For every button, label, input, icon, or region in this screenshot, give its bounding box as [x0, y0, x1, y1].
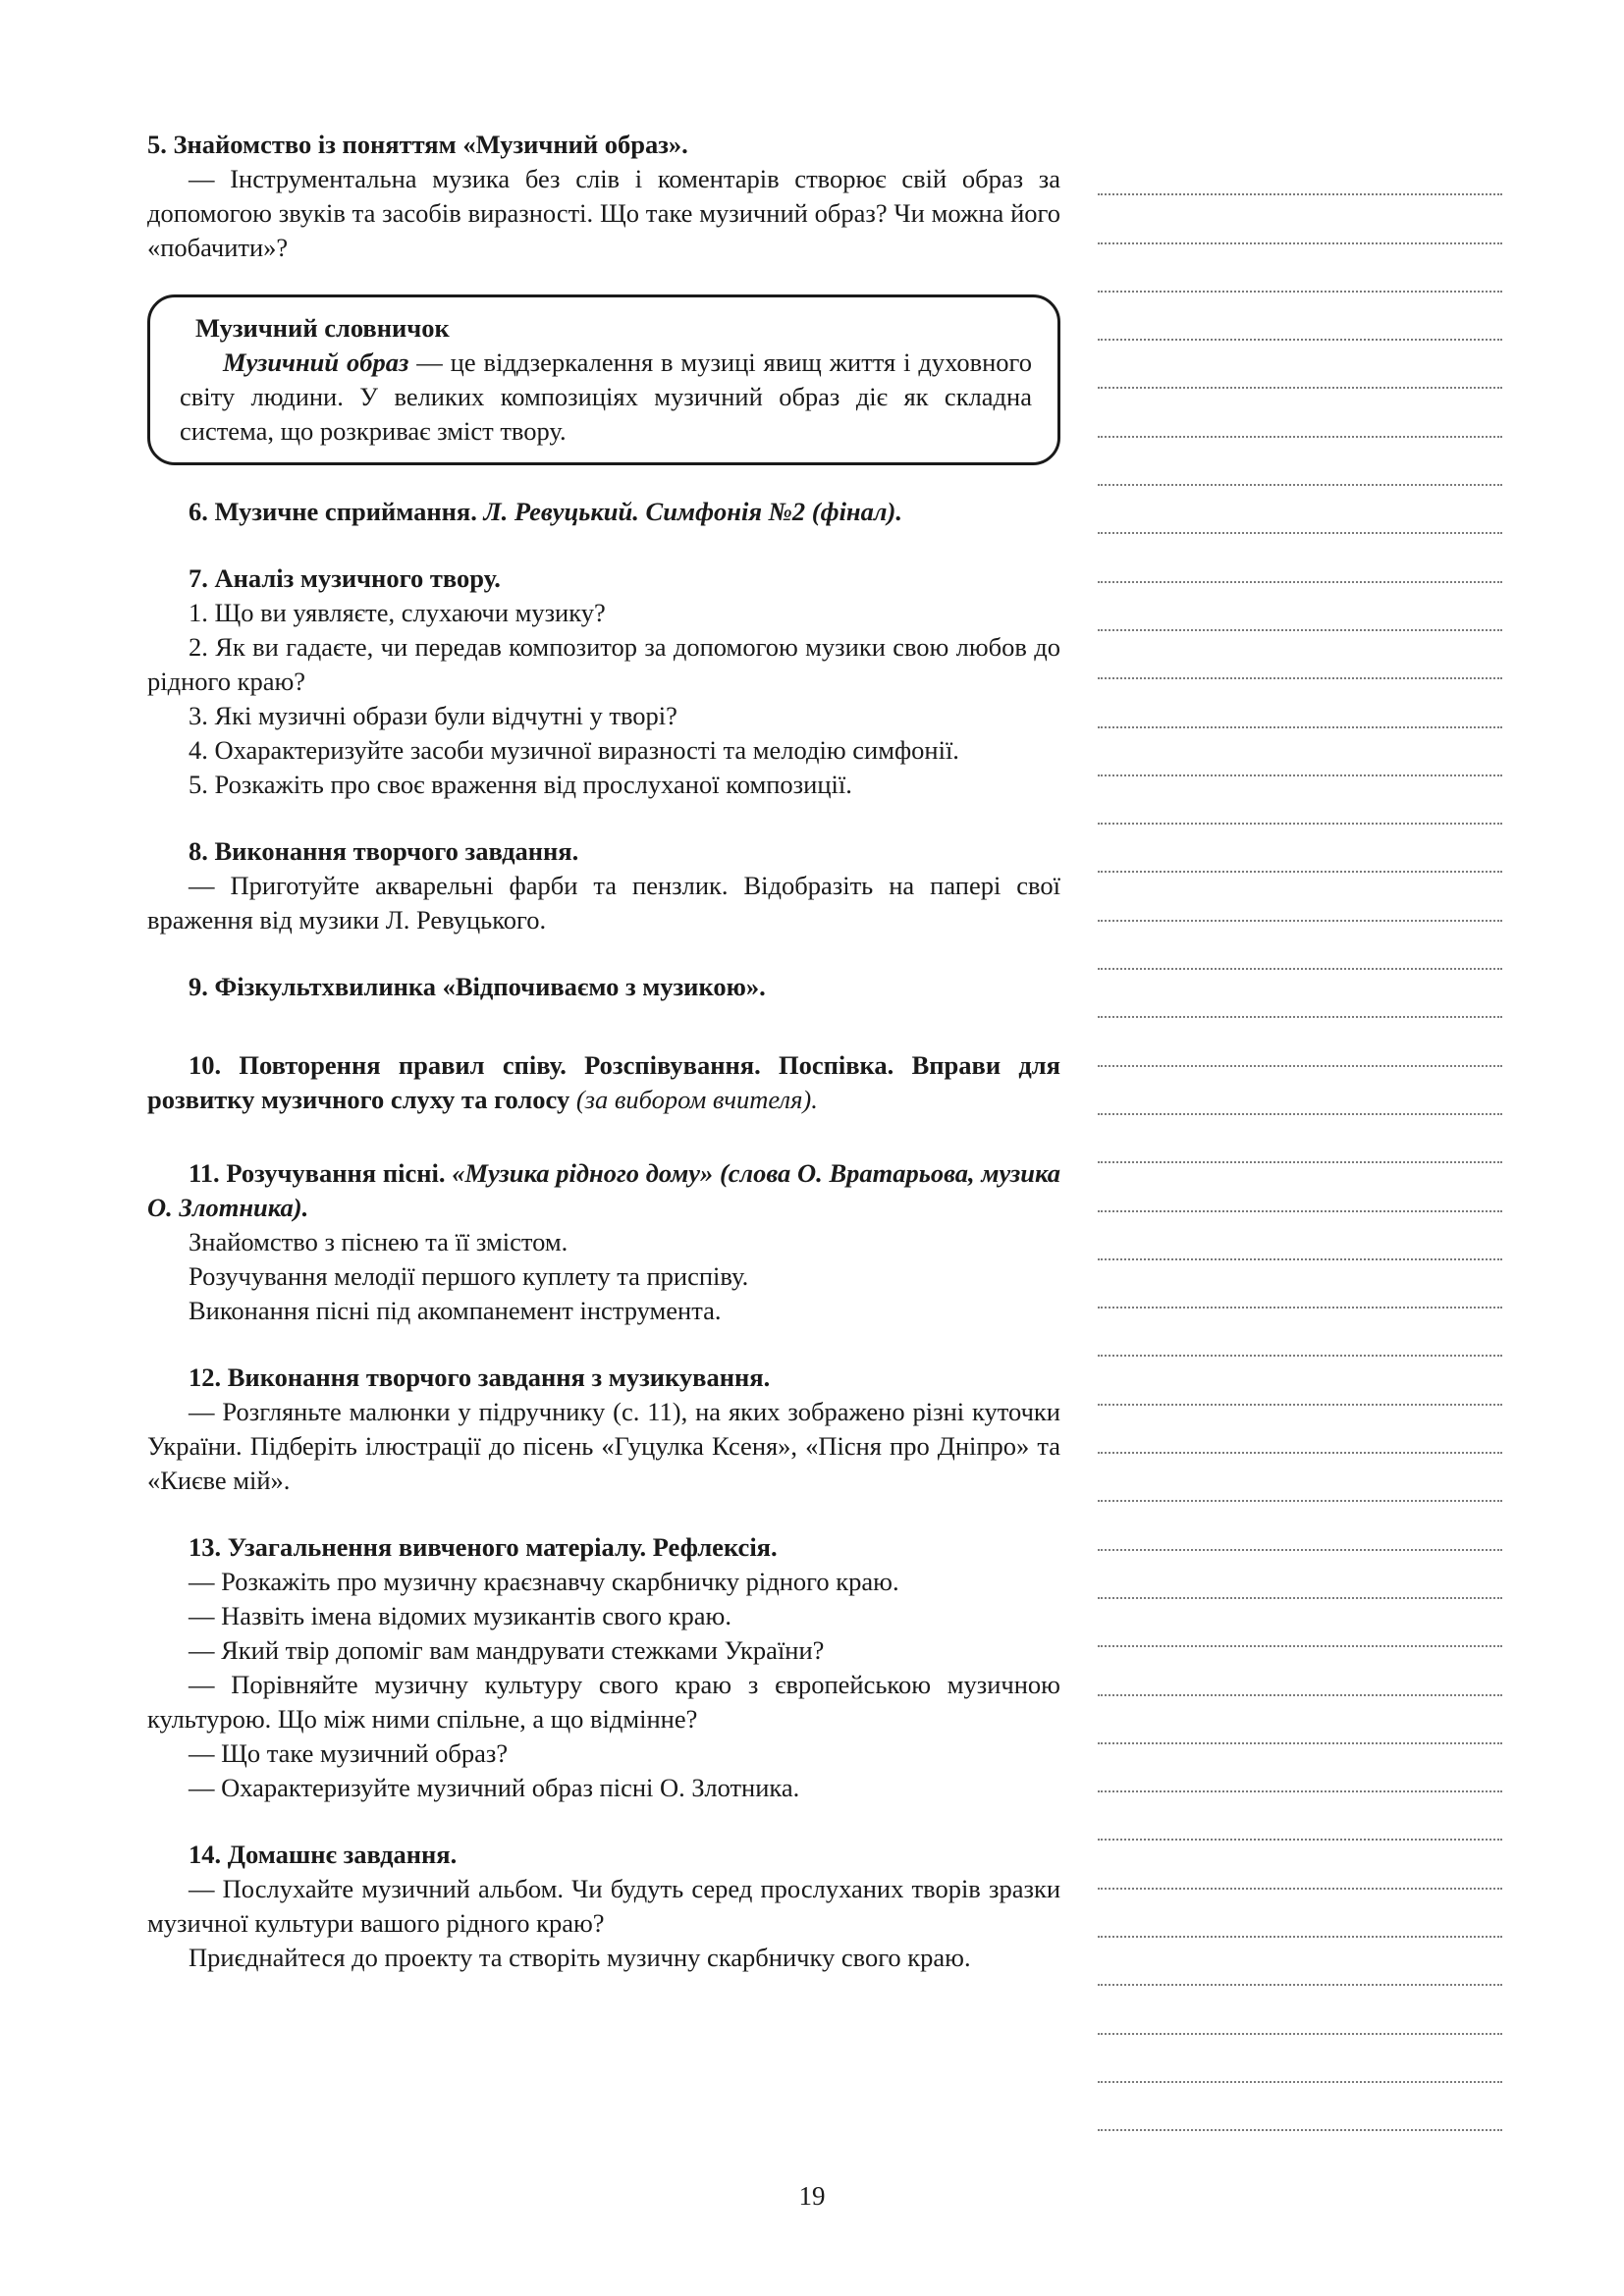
section-10-note: (за вибором вчителя).	[575, 1085, 818, 1114]
note-line	[1098, 922, 1502, 970]
list-item: Знайомство з піснею та її змістом.	[189, 1227, 568, 1256]
note-line	[1098, 1696, 1502, 1744]
page-number: 19	[798, 2181, 826, 2211]
note-line	[1098, 1551, 1502, 1599]
glossary-definition-text: — це віддзеркалення в музиці явищ життя і духовного світу людини. У великих композиціях музичний образ діє як складна система, що розкриває зміст твору.	[180, 347, 1032, 446]
section-14-title: 14. Домашнє завдання.	[189, 1840, 458, 1869]
glossary-definition	[180, 346, 1032, 449]
note-line	[1098, 389, 1502, 437]
note-line	[1098, 825, 1502, 873]
section-5	[147, 128, 1060, 265]
section-10	[147, 1048, 1060, 1117]
question-item: 1. Що ви уявляєте, слухаючи музику?	[189, 598, 606, 627]
list-item: — Розкажіть про музичну краєзнавчу скарбничку рідного краю.	[189, 1567, 899, 1596]
note-line	[1098, 970, 1502, 1018]
note-line	[1098, 1163, 1502, 1211]
note-line	[1098, 1067, 1502, 1115]
section-8	[147, 834, 1060, 937]
section-11-title	[147, 1156, 1060, 1225]
section-6-title-text: 6. Музичне сприймання.	[189, 497, 477, 526]
note-line	[1098, 147, 1502, 195]
section-11	[147, 1156, 1060, 1328]
section-13	[147, 1530, 1060, 1805]
list-item: Розучування мелодії першого куплету та приспіву.	[189, 1261, 749, 1291]
note-line	[1098, 244, 1502, 293]
note-line	[1098, 486, 1502, 534]
section-6-title	[147, 495, 1060, 529]
note-line	[1098, 1647, 1502, 1695]
note-line	[1098, 1841, 1502, 1889]
list-item: — Охарактеризуйте музичний образ пісні О. Злотника.	[189, 1773, 800, 1802]
question-item: 2. Як ви гадаєте, чи передав композитор за допомогою музики свою любов до рідного краю?	[147, 632, 1060, 696]
note-line	[1098, 873, 1502, 921]
glossary-title: Музичний словничок	[195, 313, 450, 343]
note-line	[1098, 195, 1502, 243]
section-10-title	[147, 1048, 1060, 1117]
section-8-title: 8. Виконання творчого завдання.	[189, 836, 579, 866]
section-7	[147, 561, 1060, 802]
note-line	[1098, 534, 1502, 582]
section-5-text: — Інструментальна музика без слів і коментарів створює свій образ за допомогою звуків та засобів виразності. Що таке музичний образ? Чи можна його «побачити»?	[147, 164, 1060, 262]
question-item: 3. Які музичні образи були відчутні у творі?	[189, 701, 677, 730]
note-line	[1098, 1744, 1502, 1792]
section-9	[147, 970, 1060, 1004]
notes-column	[1098, 147, 1502, 2131]
note-line	[1098, 1792, 1502, 1841]
section-14-text-1: — Послухайте музичний альбом. Чи будуть серед прослуханих творів зразки музичної культури вашого рідного краю?	[147, 1874, 1060, 1938]
section-12-title: 12. Виконання творчого завдання з музикування.	[189, 1362, 771, 1392]
note-line	[1098, 2035, 1502, 2083]
lesson-content	[147, 128, 1060, 1975]
list-item: — Порівняйте музичну культуру свого краю з європейською музичною культурою. Що між ними спільне, а що відмінне?	[147, 1670, 1060, 1734]
note-line	[1098, 583, 1502, 631]
section-11-title-text: 11. Розучування пісні.	[189, 1158, 446, 1188]
note-line	[1098, 1599, 1502, 1647]
glossary-term: Музичний образ	[223, 347, 409, 377]
section-14	[147, 1838, 1060, 1975]
note-line	[1098, 293, 1502, 341]
section-5-title: 5. Знайомство із поняттям «Музичний образ».	[147, 130, 688, 159]
note-line	[1098, 679, 1502, 727]
note-line	[1098, 1454, 1502, 1502]
note-line	[1098, 1938, 1502, 1986]
section-7-title: 7. Аналіз музичного твору.	[189, 563, 501, 593]
section-14-text-2: Приєднайтеся до проекту та створіть музичну скарбничку свого краю.	[189, 1943, 971, 1972]
list-item: — Який твір допоміг вам мандрувати стежками України?	[189, 1635, 825, 1665]
note-line	[1098, 2083, 1502, 2131]
note-line	[1098, 1406, 1502, 1454]
note-line	[1098, 728, 1502, 776]
section-8-text: — Приготуйте акварельні фарби та пензлик. Відобразіть на папері свої враження від музики Л. Ревуцького.	[147, 871, 1060, 934]
note-line	[1098, 631, 1502, 679]
list-item: — Назвіть імена відомих музикантів свого краю.	[189, 1601, 731, 1630]
note-line	[1098, 1502, 1502, 1550]
note-line	[1098, 776, 1502, 825]
note-line	[1098, 1115, 1502, 1163]
section-11-song: «Музика рідного дому» (слова О. Вратарьова, музика О. Злотника).	[147, 1158, 1061, 1222]
note-line	[1098, 1212, 1502, 1260]
note-line	[1098, 1986, 1502, 2034]
list-item: Виконання пісні під акомпанемент інструмента.	[189, 1296, 722, 1325]
section-6-work: Л. Ревуцький. Симфонія №2 (фінал).	[483, 497, 902, 526]
question-item: 4. Охарактеризуйте засоби музичної виразності та мелодію симфонії.	[189, 735, 959, 765]
note-line	[1098, 1357, 1502, 1405]
note-line	[1098, 438, 1502, 486]
note-line	[1098, 1260, 1502, 1308]
section-12-text: — Розгляньте малюнки у підручнику (с. 11), на яких зображено різні куточки України. Підберіть ілюстрації до пісень «Гуцулка Ксеня», «Пісня про Дніпро» та «Києве мій».	[147, 1397, 1060, 1495]
glossary-box	[147, 294, 1060, 465]
note-line	[1098, 1308, 1502, 1357]
section-10-title-text: 10. Повторення правил співу. Розспівування. Поспівка. Вправи для розвитку музичного слуху та голосу	[147, 1050, 1060, 1114]
section-12	[147, 1361, 1060, 1498]
note-line	[1098, 341, 1502, 389]
section-6	[147, 495, 1060, 529]
note-line	[1098, 1890, 1502, 1938]
section-13-title: 13. Узагальнення вивченого матеріалу. Рефлексія.	[189, 1532, 778, 1562]
note-line	[1098, 1018, 1502, 1066]
list-item: — Що таке музичний образ?	[189, 1738, 509, 1768]
question-item: 5. Розкажіть про своє враження від прослуханої композиції.	[189, 770, 852, 799]
section-9-title: 9. Фізкультхвилинка «Відпочиваємо з музикою».	[189, 972, 766, 1001]
